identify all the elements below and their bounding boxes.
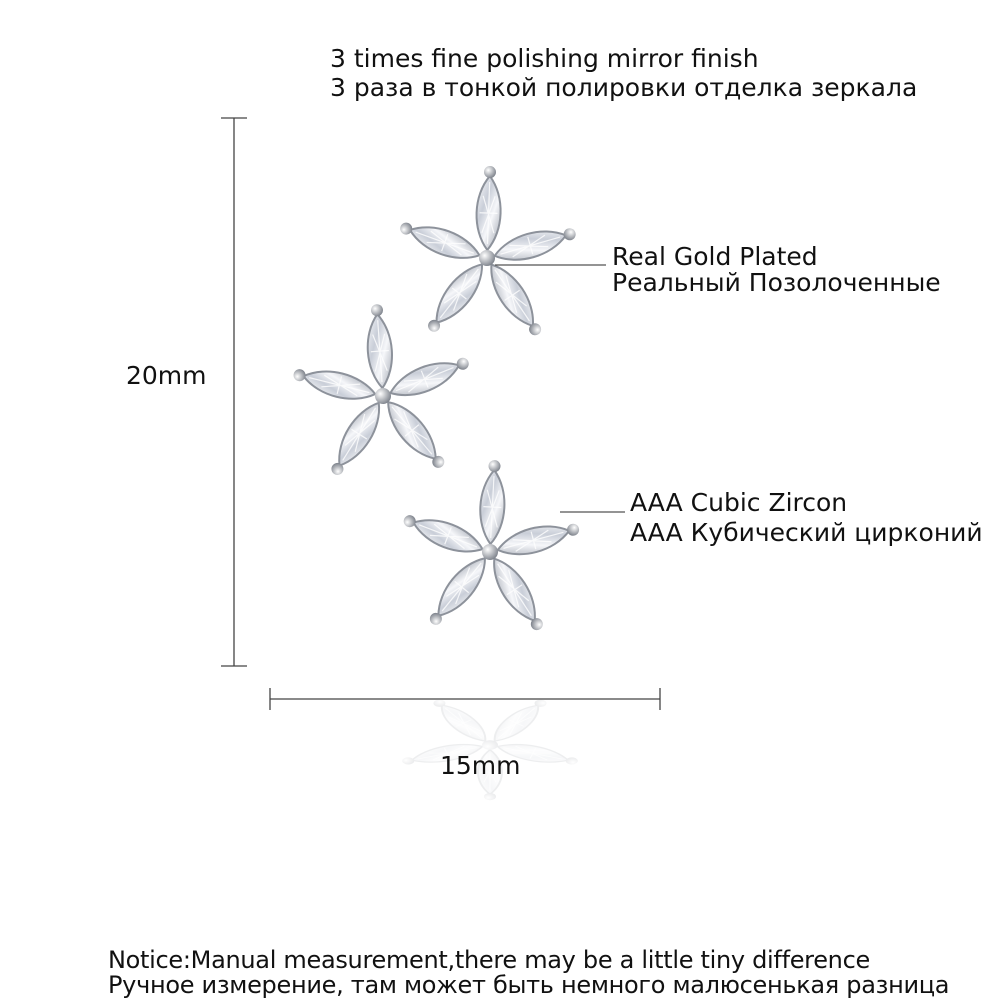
polish-callout-en: 3 times fine polishing mirror finish bbox=[330, 44, 759, 73]
stone-callout-en: AAA Cubic Zircon bbox=[630, 488, 848, 517]
polish-callout-ru: 3 раза в тонкой полировки отделка зеркала bbox=[330, 73, 918, 102]
plating-callout-ru: Реальный Позолоченные bbox=[612, 268, 941, 297]
stone-callout-ru: AAA Кубический цирконий bbox=[630, 518, 983, 547]
width-dimension-line bbox=[270, 688, 660, 710]
flower-bottom bbox=[395, 455, 586, 638]
notice-ru: Ручное измерение, там может быть немного малюсенькая разница bbox=[108, 971, 950, 999]
flower-top bbox=[393, 163, 581, 343]
notice-en: Notice:Manual measurement,there may be a little tiny difference bbox=[108, 946, 870, 974]
flower-middle bbox=[286, 298, 480, 484]
width-label: 15mm bbox=[440, 751, 521, 780]
flower-reflection bbox=[399, 696, 581, 800]
plating-callout-en: Real Gold Plated bbox=[612, 242, 818, 271]
height-label: 20mm bbox=[126, 361, 207, 390]
height-dimension-line bbox=[221, 118, 247, 666]
